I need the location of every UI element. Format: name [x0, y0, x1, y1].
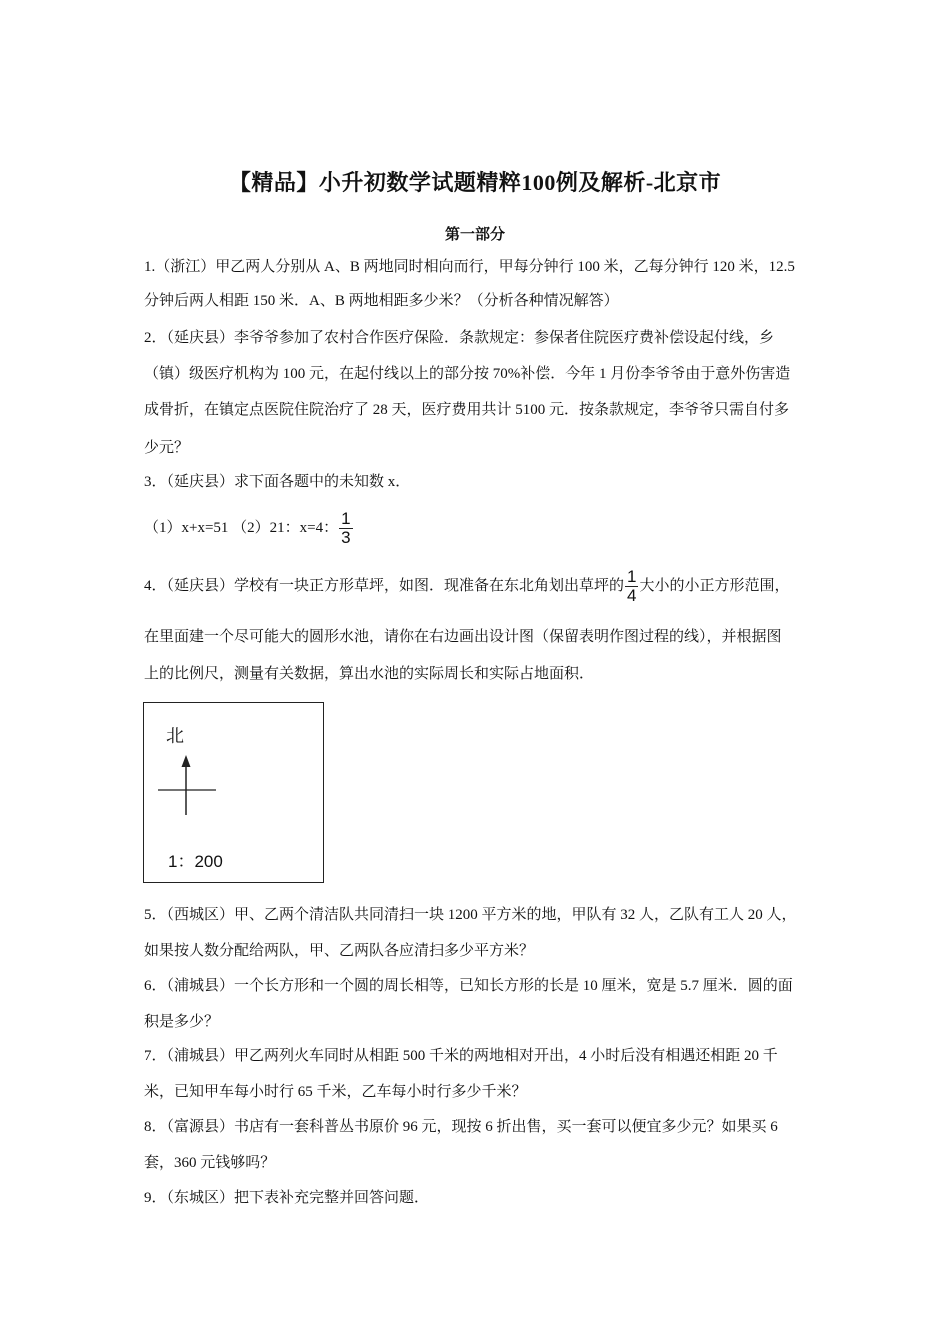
- question-1-line-2: 分钟后两人相距 150 米．A、B 两地相距多少米？（分析各种情况解答）: [144, 293, 619, 309]
- question-4-line-3: 上的比例尺，测量有关数据，算出水池的实际周长和实际占地面积．: [144, 666, 595, 682]
- question-6-line-2: 积是多少？: [144, 1014, 220, 1030]
- question-1-line-1: 1.（浙江）甲乙两人分别从 A、B 两地同时相向而行，甲每分钟行 100 米，乙每分钟行 120 米，12.5: [144, 259, 795, 275]
- fraction-one-third: [339, 510, 352, 547]
- question-2-line-1: 2．（延庆县）李爷爷参加了农村合作医疗保险．条款规定：参保者住院医疗费补偿设起付线，乡: [144, 330, 775, 346]
- fraction-one-quarter: [625, 568, 638, 605]
- question-2-line-2: （镇）级医疗机构为 100 元，在起付线以上的部分按 70%补偿．今年 1 月份李爷爷由于意外伤害造: [144, 366, 791, 382]
- fraction-numerator: 1: [627, 567, 637, 587]
- fraction-denominator: 4: [627, 586, 637, 606]
- fraction-denominator: 3: [341, 528, 351, 548]
- question-3-equations-text: （1）x+x=51 （2）21：x=4：: [144, 520, 339, 536]
- question-8-line-1: 8．（富源县）书店有一套科普丛书原价 96 元，现按 6 折出售，买一套可以便宜多少元？如果买 6: [144, 1119, 778, 1135]
- question-4-text-b: 大小的小正方形范围，: [639, 578, 790, 594]
- question-4-line-2: 在里面建一个尽可能大的圆形水池，请你在右边画出设计图（保留表明作图过程的线），并根据图: [144, 629, 782, 645]
- question-2-line-4: 少元？: [144, 440, 190, 456]
- question-4-line-1: [144, 566, 790, 606]
- question-3-equations: [144, 508, 354, 548]
- question-6-line-1: 6．（浦城县）一个长方形和一个圆的周长相等，已知长方形的长是 10 厘米，宽是 5.7 厘米．圆的面: [144, 978, 793, 994]
- question-7-line-1: 7．（浦城县）甲乙两列火车同时从相距 500 千米的两地相对开出，4 小时后没有相遇还相距 20 千: [144, 1048, 778, 1064]
- question-8-line-2: 套，360 元钱够吗？: [144, 1155, 276, 1171]
- question-2-line-3: 成骨折，在镇定点医院住院治疗了 28 天，医疗费用共计 5100 元．按条款规定，李爷爷只需自付多: [144, 402, 790, 418]
- question-5-line-2: 如果按人数分配给两队，甲、乙两队各应清扫多少平方米？: [144, 943, 535, 959]
- question-3-line-1: 3．（延庆县）求下面各题中的未知数 x．: [144, 474, 411, 490]
- north-label: 北: [166, 726, 184, 747]
- lawn-figure: [143, 702, 324, 883]
- fraction-numerator: 1: [341, 509, 351, 529]
- document-title: 【精品】小升初数学试题精粹100例及解析-北京市: [228, 170, 722, 195]
- question-7-line-2: 米，已知甲车每小时行 65 千米，乙车每小时行多少千米？: [144, 1084, 527, 1100]
- question-9-line-1: 9．（东城区）把下表补充完整并回答问题．: [144, 1190, 430, 1206]
- scale-label: 1：200: [168, 852, 223, 871]
- question-5-line-1: 5．（西城区）甲、乙两个清洁队共同清扫一块 1200 平方米的地，甲队有 32 人，乙队有工人 20 人，: [144, 907, 797, 923]
- section-heading: 第一部分: [444, 227, 505, 243]
- question-4-text-a: 4．（延庆县）学校有一块正方形草坪，如图．现准备在东北角划出草坪的: [144, 578, 625, 594]
